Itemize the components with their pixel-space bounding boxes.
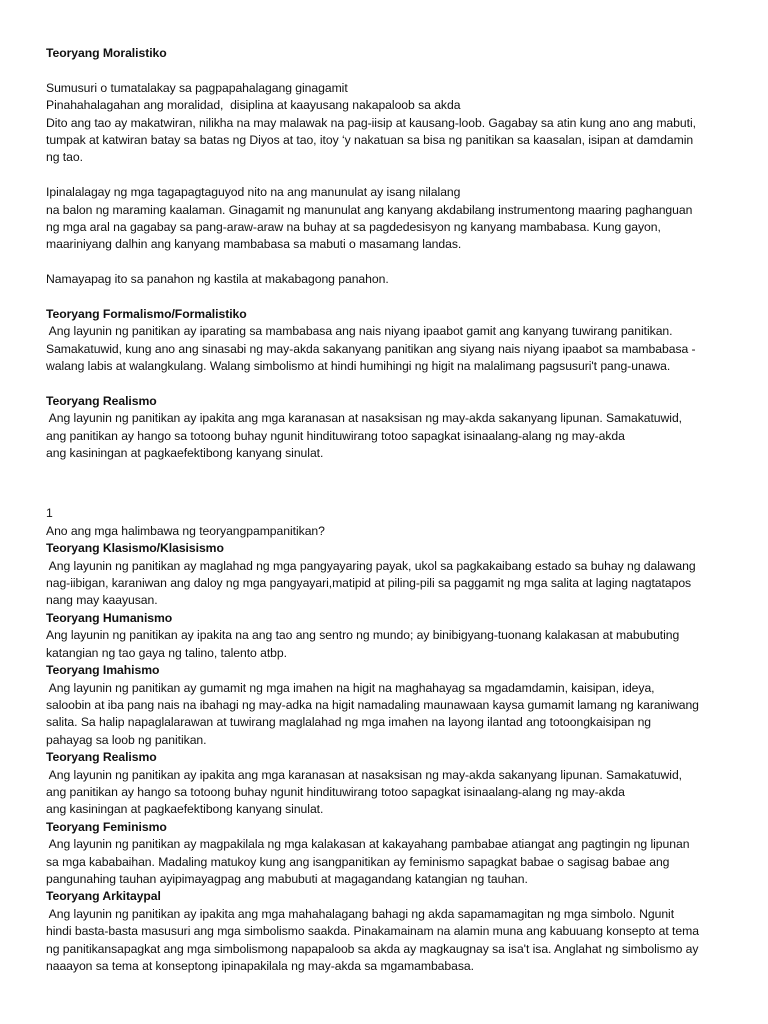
paragraph-line: saloobin at iba pang nais na ibahagi ng may-adka na higit namadaling maunawaan kaysa gumamit lamang ng karaniwang — [46, 697, 699, 712]
paragraph-line: ang kasiningan at pagkaefektibong kanyang sinulat. — [46, 446, 324, 461]
paragraph-line: Ang layunin ng panitikan ay iparating sa mambabasa ang nais niyang ipaabot gamit ang kanyang tuwirang panitikan. — [46, 324, 673, 339]
paragraph-line: Ang layunin ng panitikan ay magpakilala ng mga kalakasan at kakayahang pambabae atiangat ang pagtingin ng lipunan — [46, 837, 690, 852]
paragraph-line: ng panitikansapagkat ang mga simbolismong napapaloob sa akda ay magkaugnay sa isa't isa. Anglahat ng simbolismo ay — [46, 941, 699, 956]
section-heading: Teoryang Moralistiko — [46, 46, 167, 60]
paragraph-line: walang labis at walangkulang. Walang simbolismo at hindi humihingi ng higit na malalimang pagsusuri't pang-unawa. — [46, 359, 671, 374]
section-imahismo — [46, 662, 748, 749]
paragraph-line: ng tao. — [46, 150, 83, 165]
paragraph-line: hindi basta-basta masusuri ang mga simbolismo saakda. Pinakamainam na alamin muna ang kabuuang konsepto at tema — [46, 924, 699, 939]
section-formalismo — [46, 306, 748, 376]
section-klasismo — [46, 540, 748, 610]
section-heading: Teoryang Realismo — [46, 394, 157, 409]
section-realismo-2 — [46, 749, 748, 819]
paragraph-line: ang panitikan ay hango sa totoong buhay ngunit hindituwirang totoo sapagkat isinaalang-alang ng may-akda — [46, 784, 625, 799]
paragraph-line: Dito ang tao ay makatwiran, nilikha na may malawak na pag-iisip at kausang-loob. Gagabay sa atin kung ano ang mabuti, — [46, 115, 696, 130]
section-moralistiko — [46, 45, 748, 289]
section-heading: Teoryang Klasismo/Klasisismo — [46, 541, 224, 556]
paragraph-line: Ang layunin ng panitikan ay ipakita ang mga karanasan at nasaksisan ng may-akda sakanyang lipunan. Samakatuwid, — [46, 767, 683, 782]
paragraph-line: nang may kaayusan. — [46, 593, 158, 608]
paragraph-line: Ang layunin ng panitikan ay ipakita ang mga karanasan at nasaksisan ng may-akda sakanyang lipunan. Samakatuwid, — [46, 411, 683, 426]
section-heading: Teoryang Imahismo — [46, 663, 160, 678]
section-heading: Teoryang Realismo — [46, 750, 157, 765]
paragraph-line: ng mga aral na gagabay sa pang-araw-araw na buhay at sa pagdedesisyon ng kanyang mambabasa. Kung gayon, — [46, 220, 661, 235]
paragraph-line: sa mga kababaihan. Madaling matukoy kung ang isangpanitikan ay feminismo sapagkat babae o sagisag babae ang — [46, 854, 670, 869]
paragraph-line: maariniyang dalhin ang kanyang mambabasa sa mabuti o masamang landas. — [46, 237, 462, 252]
paragraph-line: tumpak at katwiran batay sa batas ng Diyos at tao, itoy ‘y nakatuan sa bisa ng panitikan sa kaasalan, isipan at damdamin — [46, 133, 694, 148]
paragraph-line: Ang layunin ng panitikan ay ipakita ang mga mahahalagang bahagi ng akda sapamamagitan ng mga simbolo. Ngunit — [46, 906, 675, 921]
paragraph-line: pahayag sa loob ng panitikan. — [46, 732, 207, 747]
paragraph-line: na balon ng maraming kaalaman. Ginagamit ng manunulat ang kanyang akdabilang instrumentong maaring paghanguan — [46, 202, 693, 217]
paragraph-line: Ang layunin ng panitikan ay ipakita na ang tao ang sentro ng mundo; ay binibigyang-tuonang kalakasan at mabubuting — [46, 628, 680, 643]
section-arkitaypal — [46, 888, 748, 975]
question-line: Ano ang mga halimbawa ng teoryangpampanitikan? — [46, 523, 325, 538]
section-heading: Teoryang Arkitaypal — [46, 889, 161, 904]
section-heading: Teoryang Formalismo/Formalistiko — [46, 307, 247, 322]
paragraph-line: Namayapag ito sa panahon ng kastila at makabagong panahon. — [46, 272, 389, 287]
paragraph-line: ang panitikan ay hango sa totoong buhay ngunit hindituwirang totoo sapagkat isinaalang-alang ng may-akda — [46, 428, 625, 443]
paragraph-line: katangian ng tao gaya ng talino, talento atbp. — [46, 645, 287, 660]
section-heading: Teoryang Feminismo — [46, 819, 167, 834]
paragraph-line: Ipinalalagay ng mga tagapagtaguyod nito na ang manunulat ay isang nilalang — [46, 185, 461, 200]
paragraph-line: Ang layunin ng panitikan ay maglahad ng mga pangyayaring payak, ukol sa pagkakaibang estado sa buhay ng dalawang — [46, 558, 696, 573]
paragraph-line: salita. Sa halip napaglalarawan at tuwirang maglalahad ng mga imahen na layong ilantad ang totoongkaisipan ng — [46, 715, 652, 730]
paragraph-line: ang kasiningan at pagkaefektibong kanyang sinulat. — [46, 802, 324, 817]
paragraph-line: nag-iibigan, karaniwan ang daloy ng mga pangyayari,matipid at piling-pili sa paggamit ng mga salita at laging nagtatapos — [46, 576, 692, 591]
paragraph-line: Pinahahalagahan ang moralidad, disiplina at kaayusang nakapaloob sa akda — [46, 98, 461, 113]
paragraph-line: pangunahing tauhan ayipimayagpag ang mabubuti at magagandang katangian ng tauhan. — [46, 871, 528, 886]
paragraph-line: Sumusuri o tumatalakay sa pagpapahalagang ginagamit — [46, 80, 348, 95]
page-number: 1 — [46, 506, 53, 521]
section-realismo — [46, 393, 748, 463]
paragraph-line: naaayon sa tema at konseptong ipinapakilala ng may-akda sa mgamambabasa. — [46, 959, 474, 974]
paragraph-line: Ang layunin ng panitikan ay gumamit ng mga imahen na higit na maghahayag sa mgadamdamin, kaisipan, ideya, — [46, 680, 655, 695]
section-heading: Teoryang Humanismo — [46, 610, 173, 625]
paragraph-line: Samakatuwid, kung ano ang sinasabi ng may-akda sakanyang panitikan ang siyang nais niyang ipaabot sa mambabasa - — [46, 341, 696, 356]
section-humanismo — [46, 610, 748, 662]
section-feminismo — [46, 819, 748, 889]
